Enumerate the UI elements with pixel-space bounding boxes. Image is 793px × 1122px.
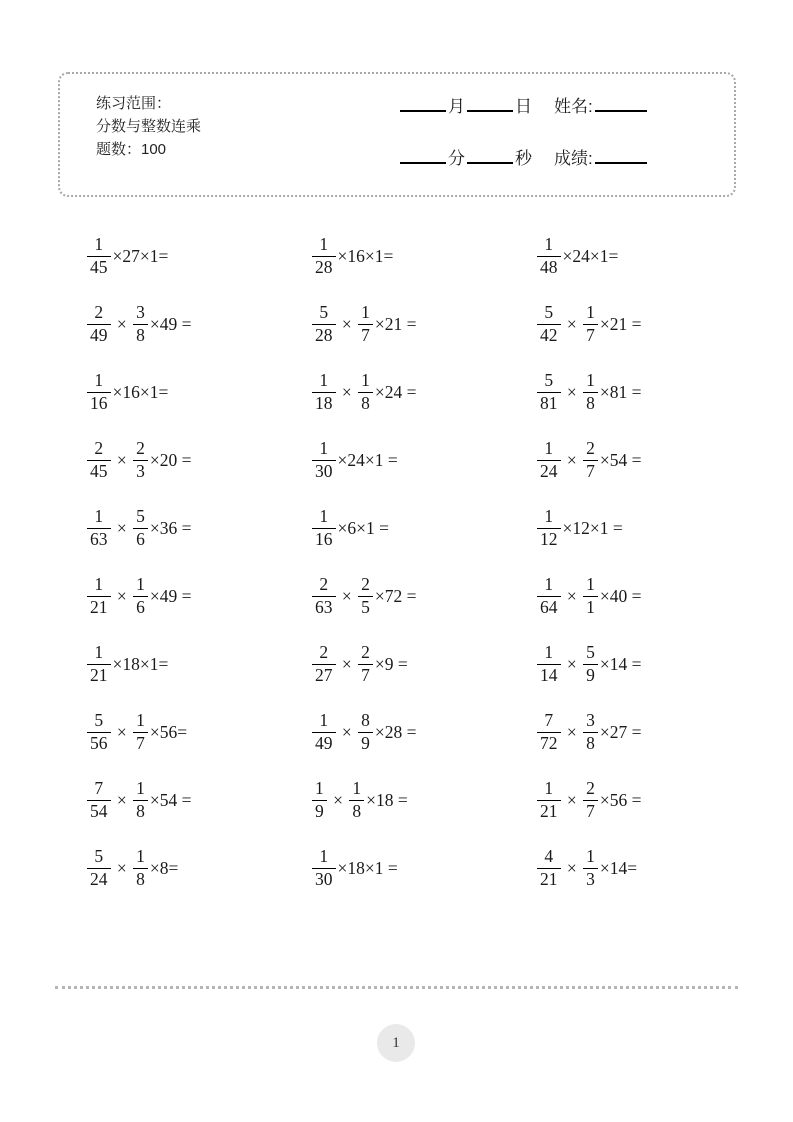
fraction-denominator: 45 (90, 460, 108, 481)
expression-text: ×27 = (599, 721, 642, 742)
fraction-numerator: 4 (544, 846, 554, 867)
expression-text: ×24 = (374, 381, 417, 402)
fraction (537, 370, 561, 414)
fraction-denominator: 3 (586, 868, 595, 889)
fraction (358, 574, 373, 618)
fraction (133, 438, 148, 482)
score-label: 成绩: (554, 149, 593, 168)
problem (85, 222, 310, 290)
fraction-denominator: 49 (315, 732, 333, 753)
fraction-denominator: 21 (540, 868, 558, 889)
fraction-denominator: 63 (90, 528, 108, 549)
fraction-numerator: 1 (586, 574, 595, 595)
fraction-numerator: 3 (586, 710, 595, 731)
fraction (312, 846, 336, 890)
fraction-denominator: 21 (90, 596, 108, 617)
fraction-numerator: 1 (136, 846, 145, 867)
expression-text: ×40 = (599, 585, 642, 606)
fraction-numerator: 1 (94, 234, 104, 255)
problem (535, 698, 760, 766)
fraction (312, 370, 336, 414)
fraction (87, 778, 111, 822)
fraction-denominator: 9 (315, 800, 324, 821)
fraction (133, 710, 148, 754)
fraction-numerator: 5 (136, 506, 145, 527)
problem (535, 358, 760, 426)
fraction-numerator: 1 (319, 370, 329, 391)
fraction-numerator: 1 (586, 370, 595, 391)
fraction (312, 234, 336, 278)
problem (535, 630, 760, 698)
fraction (87, 438, 111, 482)
fraction-denominator: 12 (540, 528, 558, 549)
fraction-numerator: 1 (586, 302, 595, 323)
fraction-numerator: 1 (94, 642, 104, 663)
fraction-denominator: 30 (315, 460, 333, 481)
problem (310, 290, 535, 358)
fraction-denominator: 21 (90, 664, 108, 685)
fraction-denominator: 16 (90, 392, 108, 413)
fraction-denominator: 7 (586, 460, 595, 481)
expression-text: ×20 = (149, 449, 192, 470)
problem (310, 358, 535, 426)
fraction (133, 778, 148, 822)
fraction-denominator: 16 (315, 528, 333, 549)
score-blank (595, 150, 647, 164)
fraction-numerator: 1 (319, 234, 329, 255)
expression-text: ×54 = (599, 449, 642, 470)
expression-text: ×24×1= (562, 245, 619, 266)
fraction (537, 778, 561, 822)
fraction (583, 710, 598, 754)
problem-grid (85, 222, 765, 902)
fraction (312, 438, 336, 482)
expression-text: × (337, 721, 357, 742)
expression-text: ×8= (149, 857, 179, 878)
fraction-numerator: 1 (361, 370, 370, 391)
expression-text: ×81 = (599, 381, 642, 402)
fraction-numerator: 1 (136, 778, 145, 799)
fraction (537, 710, 561, 754)
fraction (133, 846, 148, 890)
expression-text: ×18 = (366, 789, 408, 810)
fraction (87, 710, 111, 754)
fraction-denominator: 8 (361, 392, 370, 413)
practice-scope (96, 92, 201, 161)
fraction (537, 574, 561, 618)
expression-text: × (112, 721, 132, 742)
problem (535, 766, 760, 834)
fraction-numerator: 1 (136, 710, 145, 731)
fraction-numerator: 2 (586, 438, 595, 459)
fraction (133, 302, 148, 346)
month-label: 月 (448, 97, 465, 116)
expression-text: × (328, 789, 348, 810)
fraction-denominator: 54 (90, 800, 108, 821)
fraction-numerator: 1 (94, 574, 104, 595)
fraction-denominator: 7 (586, 324, 595, 345)
problem (535, 426, 760, 494)
fraction (133, 506, 148, 550)
fraction (312, 710, 336, 754)
fraction-denominator: 63 (315, 596, 333, 617)
expression-text: × (337, 313, 357, 334)
fraction-denominator: 1 (586, 596, 595, 617)
problem (85, 494, 310, 562)
expression-text: ×6×1 = (337, 517, 389, 538)
fraction (583, 846, 598, 890)
expression-text: ×27×1= (112, 245, 169, 266)
fraction-numerator: 1 (544, 438, 554, 459)
fraction-denominator: 8 (136, 324, 145, 345)
fraction-denominator: 56 (90, 732, 108, 753)
fraction (358, 710, 373, 754)
fraction (583, 438, 598, 482)
question-count: 题数：100 (96, 141, 167, 158)
fraction-numerator: 1 (544, 778, 554, 799)
fraction-numerator: 1 (544, 574, 554, 595)
fraction-denominator: 28 (315, 324, 333, 345)
fraction-denominator: 81 (540, 392, 558, 413)
fraction-numerator: 5 (319, 302, 329, 323)
fraction (537, 234, 561, 278)
expression-text: ×18×1= (112, 653, 169, 674)
fraction-numerator: 7 (94, 778, 104, 799)
fraction-numerator: 8 (361, 710, 370, 731)
fraction (349, 778, 364, 822)
fraction (537, 846, 561, 890)
practice-scope-topic: 分数与整数连乘 (96, 118, 202, 135)
expression-text: × (562, 857, 582, 878)
problem (310, 494, 535, 562)
fraction (87, 574, 111, 618)
problem (310, 834, 535, 902)
fraction (583, 302, 598, 346)
fraction (358, 302, 373, 346)
fraction-numerator: 2 (94, 438, 104, 459)
problem (310, 766, 535, 834)
fraction-numerator: 3 (136, 302, 145, 323)
fraction (583, 370, 598, 414)
fraction-denominator: 30 (315, 868, 333, 889)
fraction-denominator: 6 (136, 596, 145, 617)
fraction-denominator: 7 (361, 664, 370, 685)
expression-text: × (112, 789, 132, 810)
expression-text: ×56 = (599, 789, 642, 810)
fraction-numerator: 1 (361, 302, 370, 323)
fraction (87, 642, 111, 686)
time-score-row (400, 144, 647, 176)
fraction-denominator: 48 (540, 256, 558, 277)
fraction-denominator: 24 (90, 868, 108, 889)
fraction-numerator: 1 (544, 234, 554, 255)
expression-text: × (337, 653, 357, 674)
fraction (312, 302, 336, 346)
fraction (358, 370, 373, 414)
fraction-numerator: 1 (352, 778, 362, 799)
fraction-numerator: 2 (586, 778, 595, 799)
fraction-numerator: 2 (319, 642, 329, 663)
expression-text: × (562, 381, 582, 402)
problem (85, 426, 310, 494)
fraction-denominator: 6 (136, 528, 145, 549)
fraction-numerator: 2 (94, 302, 104, 323)
expression-text: × (562, 789, 582, 810)
expression-text: ×14 = (599, 653, 642, 674)
expression-text: ×28 = (374, 721, 417, 742)
problem (85, 698, 310, 766)
expression-text: × (562, 653, 582, 674)
fraction-denominator: 9 (361, 732, 370, 753)
fraction-denominator: 9 (586, 664, 595, 685)
fraction-denominator: 3 (136, 460, 145, 481)
problem (85, 766, 310, 834)
expression-text: ×49 = (149, 585, 192, 606)
fraction (537, 438, 561, 482)
problem (85, 290, 310, 358)
fraction-denominator: 8 (136, 868, 145, 889)
expression-text: ×12×1 = (562, 517, 623, 538)
expression-text: × (562, 449, 582, 470)
problem (310, 426, 535, 494)
fraction-numerator: 1 (319, 846, 329, 867)
expression-text: × (112, 449, 132, 470)
fraction (87, 370, 111, 414)
fraction-denominator: 7 (586, 800, 595, 821)
second-label: 秒 (515, 149, 532, 168)
fraction (312, 642, 336, 686)
fraction-numerator: 2 (361, 574, 370, 595)
fraction (312, 778, 327, 822)
problem (535, 290, 760, 358)
day-blank (467, 98, 513, 112)
fraction-denominator: 21 (540, 800, 558, 821)
fraction-numerator: 1 (136, 574, 145, 595)
fraction (312, 574, 336, 618)
second-blank (467, 150, 513, 164)
fraction-denominator: 45 (90, 256, 108, 277)
expression-text: × (337, 585, 357, 606)
day-label: 日 (515, 97, 532, 116)
problem (310, 630, 535, 698)
expression-text: × (112, 313, 132, 334)
expression-text: ×18×1 = (337, 857, 398, 878)
problem (310, 222, 535, 290)
fraction-numerator: 2 (136, 438, 145, 459)
problem (85, 358, 310, 426)
problem (85, 834, 310, 902)
fraction-denominator: 24 (540, 460, 558, 481)
expression-text: ×9 = (374, 653, 408, 674)
fraction-denominator: 8 (586, 392, 595, 413)
fraction-denominator: 72 (540, 732, 558, 753)
fraction-numerator: 5 (94, 710, 104, 731)
problem (535, 562, 760, 630)
name-label: 姓名: (554, 97, 593, 116)
fraction-denominator: 42 (540, 324, 558, 345)
fraction-denominator: 7 (361, 324, 370, 345)
practice-scope-label: 练习范围： (96, 95, 172, 112)
fraction (312, 506, 336, 550)
fraction (537, 506, 561, 550)
expression-text: ×16×1= (337, 245, 394, 266)
fraction (358, 642, 373, 686)
header-box (58, 72, 736, 197)
problem (85, 562, 310, 630)
fraction-numerator: 1 (319, 710, 329, 731)
fraction-numerator: 1 (319, 438, 329, 459)
fraction-denominator: 8 (586, 732, 595, 753)
fraction (133, 574, 148, 618)
fraction-numerator: 1 (315, 778, 324, 799)
fraction-denominator: 28 (315, 256, 333, 277)
minute-blank (400, 150, 446, 164)
month-blank (400, 98, 446, 112)
expression-text: ×72 = (374, 585, 417, 606)
fraction (537, 642, 561, 686)
fraction-numerator: 2 (319, 574, 329, 595)
problem (310, 562, 535, 630)
fraction-numerator: 1 (319, 506, 329, 527)
fraction-numerator: 5 (544, 370, 554, 391)
name-blank (595, 98, 647, 112)
fraction-denominator: 7 (136, 732, 145, 753)
fraction (537, 302, 561, 346)
fraction (583, 778, 598, 822)
fraction (583, 574, 598, 618)
problem (535, 222, 760, 290)
expression-text: ×54 = (149, 789, 192, 810)
fraction-numerator: 2 (361, 642, 370, 663)
fraction-numerator: 1 (544, 642, 554, 663)
date-name-row (400, 92, 647, 124)
expression-text: × (562, 585, 582, 606)
expression-text: × (562, 721, 582, 742)
fraction-numerator: 1 (586, 846, 595, 867)
expression-text: × (112, 517, 132, 538)
expression-text: × (112, 585, 132, 606)
fraction-numerator: 5 (586, 642, 595, 663)
fraction-denominator: 14 (540, 664, 558, 685)
footer-dotted-divider (55, 986, 738, 989)
fraction-denominator: 8 (352, 800, 362, 821)
fraction-numerator: 7 (544, 710, 554, 731)
expression-text: ×14= (599, 857, 638, 878)
expression-text: ×21 = (374, 313, 417, 334)
fraction-numerator: 1 (544, 506, 554, 527)
expression-text: × (337, 381, 357, 402)
fraction (583, 642, 598, 686)
expression-text: × (112, 857, 132, 878)
expression-text: ×36 = (149, 517, 192, 538)
expression-text: ×21 = (599, 313, 642, 334)
problem (85, 630, 310, 698)
page-number-badge (377, 1024, 415, 1062)
expression-text: ×56= (149, 721, 188, 742)
minute-label: 分 (448, 149, 465, 168)
fraction-denominator: 64 (540, 596, 558, 617)
fraction-denominator: 49 (90, 324, 108, 345)
fraction-numerator: 5 (94, 846, 104, 867)
fraction-numerator: 1 (94, 506, 104, 527)
fraction-denominator: 5 (361, 596, 370, 617)
problem (535, 494, 760, 562)
fraction-numerator: 5 (544, 302, 554, 323)
problem (310, 698, 535, 766)
page-number: 1 (392, 1034, 400, 1051)
expression-text: ×24×1 = (337, 449, 398, 470)
fraction (87, 234, 111, 278)
problem (535, 834, 760, 902)
fraction (87, 302, 111, 346)
fraction-denominator: 8 (136, 800, 145, 821)
fraction-denominator: 27 (315, 664, 333, 685)
expression-text: ×16×1= (112, 381, 169, 402)
fraction (87, 846, 111, 890)
expression-text: × (562, 313, 582, 334)
header-fields (400, 92, 647, 176)
fraction-denominator: 18 (315, 392, 333, 413)
expression-text: ×49 = (149, 313, 192, 334)
fraction (87, 506, 111, 550)
fraction-numerator: 1 (94, 370, 104, 391)
